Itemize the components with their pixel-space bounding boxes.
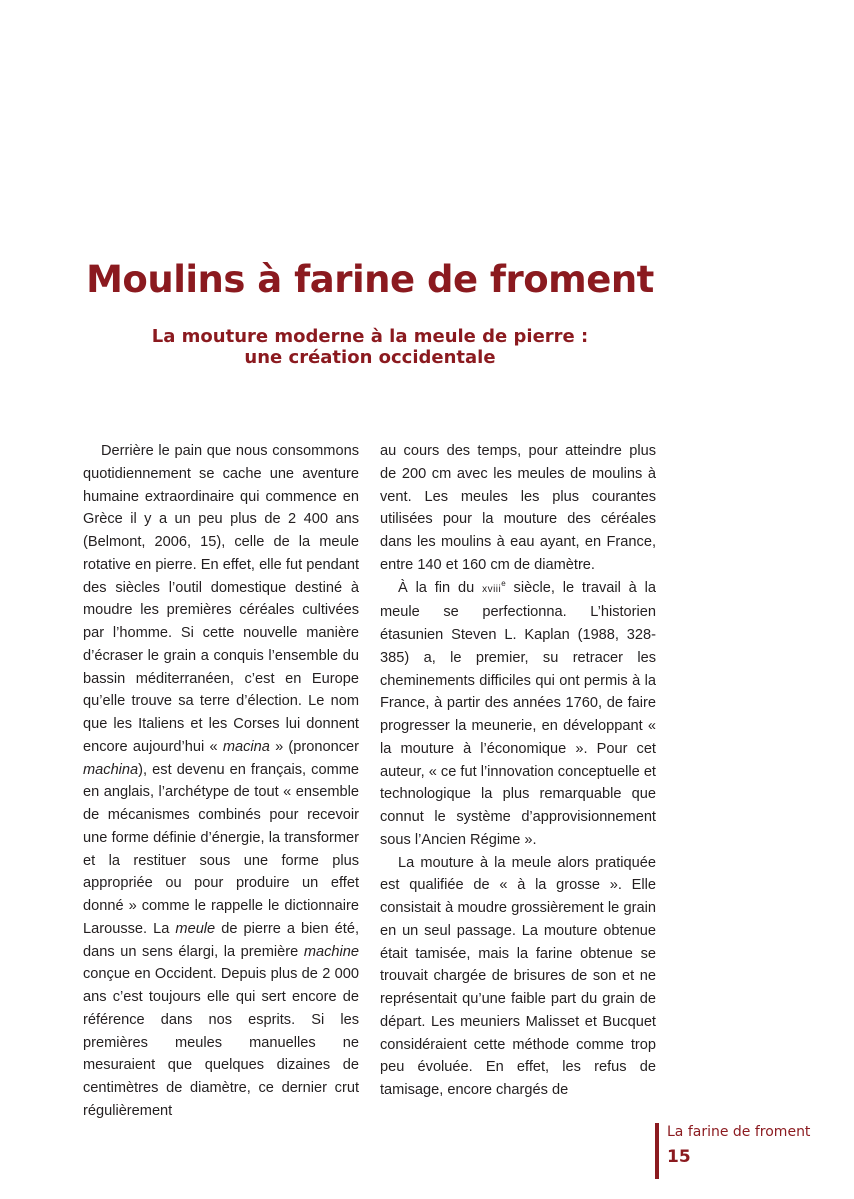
paragraph xyxy=(83,440,359,1123)
chapter-title: Moulins à farine de froment xyxy=(86,258,654,301)
page-number: 15 xyxy=(667,1147,691,1167)
text-run: ), est devenu en français, comme en anglais, l’archétype de tout « ensemble de mécanismes combinés pour recevoir une forme définie d’énergie, la transformer et la restituer sous une forme plus appropriée ou pour produire un effet donné » comme le rappelle le dictionnaire Larousse. La xyxy=(83,761,359,937)
text-run: conçue en Occident. Depuis plus de 2 000 ans c’est toujours elle qui sert encore de référence dans nos esprits. Si les premières meules manuelles ne mesuraient que quelques dizaines de centimètres de diamètre, ce dernier crut régulièrement xyxy=(83,966,359,1119)
superscript: e xyxy=(501,578,506,588)
century-numeral: xviii xyxy=(482,583,502,595)
subtitle-line-2: une création occidentale xyxy=(244,347,496,368)
text-column-left xyxy=(83,440,359,1123)
italic-term-macina: macina xyxy=(222,738,270,755)
running-footer-title: La farine de froment xyxy=(667,1124,811,1140)
text-column-right xyxy=(380,440,656,1102)
paragraph xyxy=(380,577,656,852)
text-run: de pierre a bien été, dans un sens élargi, la première xyxy=(83,920,359,960)
text-run: À la fin du xyxy=(398,579,483,596)
italic-term-machina: machina xyxy=(83,761,139,778)
text-run: Derrière le pain que nous consommons quotidiennement se cache une aventure humaine extraordinaire qui commence en Grèce il y a un peu plus de 2 400 ans (Belmont, 2006, 15), celle de la meule rotative en pierre. En effet, elle fut pendant des siècles l’outil domestique destiné à moudre les premières céréales cultivées par l’homme. Si cette nouvelle manière d’écraser le grain a conquis l’ensemble du bassin méditerranéen, c’est en Europe qu’elle trouve sa terre d’élection. Le nom que les Italiens et les Corses lui donnent encore aujourd’hui « xyxy=(83,443,359,755)
paragraph-continued: au cours des temps, pour atteindre plus de 200 cm avec les meules de moulins à vent. Les meules les plus courantes utilisées pour la mouture des céréales dans les moulins à eau ayant, en France, entre 140 et 160 cm de diamètre. xyxy=(380,443,656,573)
italic-term-meule: meule xyxy=(175,920,216,937)
text-run: siècle, le travail à la meule se perfectionna. L’historien étasunien Steven L. Kaplan (1988, 328-385) a, le premier, su retracer les cheminements difficiles qui ont permis à la France, à partir des années 1760, de faire progresser la meunerie, en développant « la mouture à l’économique ». Pour cet auteur, « ce fut l’innovation conceptuelle et technologique la plus remarquable que connut le système d’approvisionnement sous l’Ancien Régime ». xyxy=(380,579,656,848)
subtitle-line-1: La mouture moderne à la meule de pierre : xyxy=(151,326,589,347)
italic-term-machine: machine xyxy=(303,943,359,960)
text-run: » (prononcer xyxy=(269,738,359,755)
chapter-subtitle xyxy=(0,326,740,368)
footer-accent-bar xyxy=(655,1123,659,1179)
paragraph: La mouture à la meule alors pratiquée est qualifiée de « à la grosse ». Elle consistait à moudre grossièrement le grain en un seul passage. La mouture obtenue était tamisée, mais la farine obtenue se trouvait chargée de brisures de son et ne représentait qu’une faible part du grain de départ. Les meuniers Malisset et Bucquet considéraient cette méthode comme trop peu évoluée. En effet, les refus de tamisage, encore chargés de xyxy=(380,854,656,1098)
